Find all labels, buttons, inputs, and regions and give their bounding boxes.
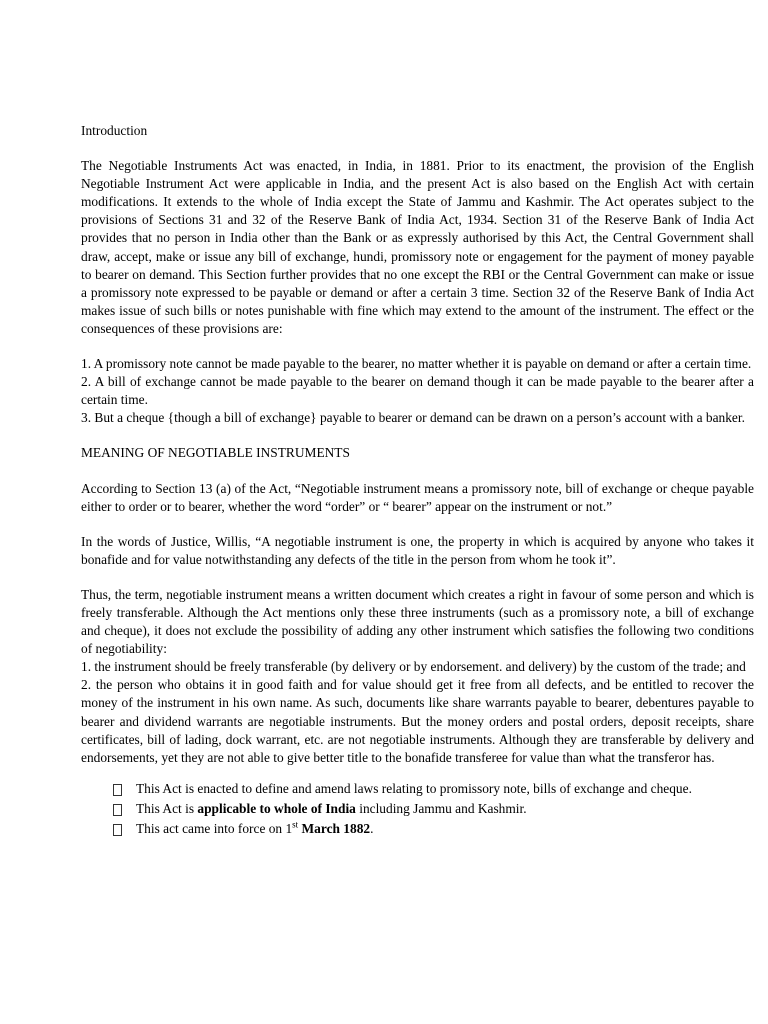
bullet-box-icon <box>113 824 122 836</box>
bullet-text-post: . <box>370 821 374 836</box>
consequence-item: 3. But a cheque {though a bill of exchange} payable to bearer or demand can be drawn on a person’s account with a banker. <box>81 410 745 426</box>
section13-paragraph: According to Section 13 (a) of the Act, “Negotiable instrument means a promissory note, bill of exchange or cheque payable either to order or to bearer, whether the word “order” or “ bearer” appear on the instrument or not.” <box>81 480 754 514</box>
bullet-box-icon <box>113 784 122 796</box>
consequence-item: 2. A bill of exchange cannot be made payable to the bearer on demand though it can be made payable to the bearer after a certain time. <box>81 374 754 408</box>
bullet-text-bold: applicable to whole of India <box>197 800 356 816</box>
bullet-item <box>81 820 754 838</box>
bullet-text-superscript: st <box>292 819 299 830</box>
condition-item: 1. the instrument should be freely transferable (by delivery or by endorsement. and delivery) by the custom of the trade; and <box>81 659 746 675</box>
condition-item: 2. the person who obtains it in good faith and for value should get it free from all defects, and be entitled to recover the money of the instrument in his own name. As such, documents like share warrants payable to bearer, debentures payable to bearer and dividend warrants are negotiable instruments. But the money orders and postal orders, deposit receipts, share certificates, bill of lading, dock warrant, etc. are not negotiable instruments. Although they are transferable by delivery and endorsements, yet they are not able to give better title to the bonafide transferee for value than what the transferor has. <box>81 677 754 765</box>
bullet-text: This Act is enacted to define and amend laws relating to promissory note, bills of exchange and cheque. <box>136 780 692 796</box>
consequence-item: 1. A promissory note cannot be made payable to the bearer, no matter whether it is payable on demand or after a certain time. <box>81 356 752 372</box>
consequences-list <box>81 355 754 427</box>
bullet-item <box>81 780 754 798</box>
thus-paragraph: Thus, the term, negotiable instrument means a written document which creates a right in favour of some person and which is freely transferable. Although the Act mentions only these three instruments (such as a promissory note, a bill of exchange and cheque), it does not exclude the possibility of adding any other instrument which satisfies the following two conditions of negotiability: <box>81 586 754 657</box>
bullet-item <box>81 800 754 818</box>
willis-paragraph: In the words of Justice, Willis, “A negotiable instrument is one, the property in which is acquired by anyone who takes it bonafide and for value notwithstanding any defects of the title in the person from whom he took it”. <box>81 533 754 567</box>
document-body <box>81 122 754 840</box>
bullet-box-icon <box>113 804 122 816</box>
bullet-text-bold: March 1882 <box>298 821 371 836</box>
intro-paragraph: The Negotiable Instruments Act was enacted, in India, in 1881. Prior to its enactment, the provision of the English Negotiable Instrument Act were applicable in India, and the present Act is also based on the English Act with certain modifications. It extends to the whole of India except the State of Jammu and Kashmir. The Act operates subject to the provisions of Sections 31 and 32 of the Reserve Bank of India Act, 1934. Section 31 of the Reserve Bank of India Act provides that no person in India other than the Bank or as expressly authorised by this Act, the Central Government shall draw, accept, make or issue any bill of exchange, hundi, promissory note or engagement for the payment of money payable to bearer on demand. This Section further provides that no one except the RBI or the Central Government can make or issue a promissory note expressed to be payable or demand or after a certain 3 time. Section 32 of the Reserve Bank of India Act makes issue of such bills or notes punishable with fine which may extend to the amount of the instrument. The effect or the consequences of these provisions are: <box>81 158 754 336</box>
bullet-text-pre: This act came into force on 1 <box>136 821 293 836</box>
summary-bullet-list <box>81 780 754 838</box>
bullet-text-post: including Jammu and Kashmir. <box>355 800 527 816</box>
bullet-text-pre: This Act is <box>136 800 198 816</box>
meaning-heading: MEANING OF NEGOTIABLE INSTRUMENTS <box>81 445 350 461</box>
intro-heading: Introduction <box>81 123 148 138</box>
